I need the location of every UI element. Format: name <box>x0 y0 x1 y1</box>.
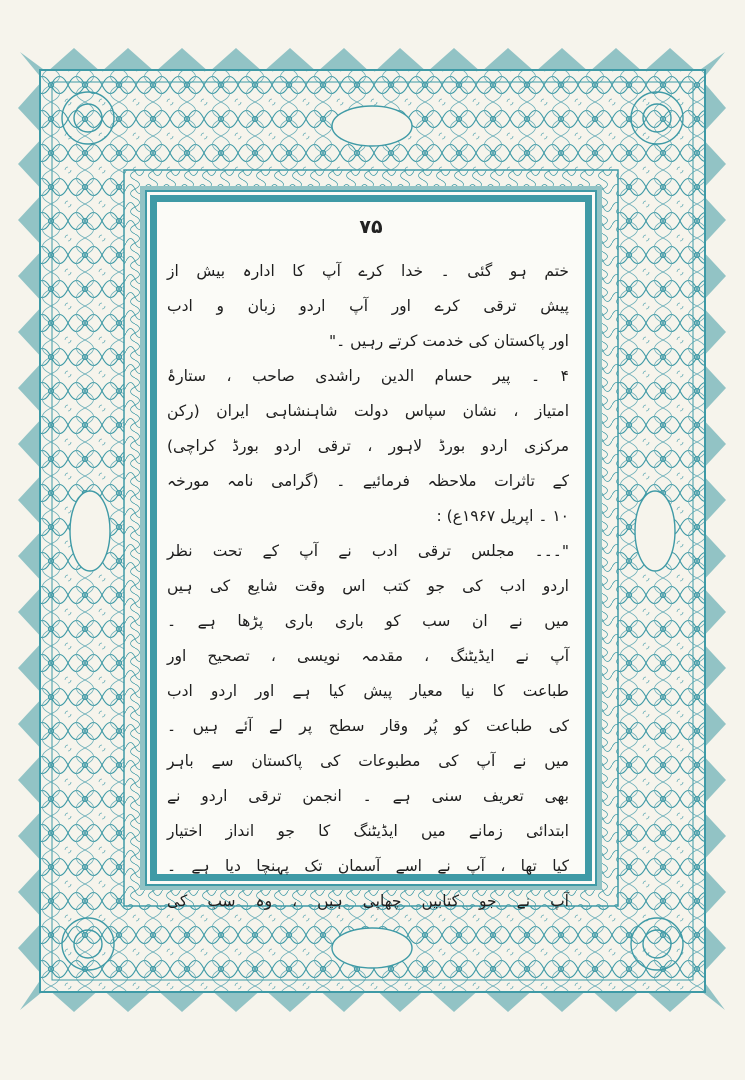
body-text <box>167 254 569 919</box>
text-line: اردو ادب کی جو کتب اس وقت شایع کی ہیں <box>167 577 569 595</box>
text-line: بھی تعریف سنی ہے ۔ انجمن ترقی اردو نے <box>167 787 569 805</box>
text-line: ۱۰ ۔ اپریل ۱۹۶۷ع) : <box>436 507 569 525</box>
text-line: طباعت کا نیا معیار پیش کیا ہے اور اردو ادب <box>167 682 569 700</box>
text-line: میں نے ان سب کو باری باری پڑھا ہے ۔ <box>167 612 569 630</box>
text-line: "۔۔۔ مجلس ترقی ادب نے آپ کے تحت نظر <box>167 542 569 560</box>
text-panel <box>150 195 592 910</box>
text-line: آپ نے ایڈیٹنگ ، مقدمہ نویسی ، تصحیح اور <box>167 647 569 665</box>
text-line: کی طباعت کو پُر وقار سطح پر لے آئے ہیں ۔ <box>167 717 569 735</box>
text-line: کے تاثرات ملاحظہ فرمائیے ۔ (گرامی نامہ مورخہ <box>167 472 569 490</box>
page-number: ۷۵ <box>359 216 383 238</box>
text-line: پیش ترقی کرے اور آپ اردو زبان و ادب <box>167 297 569 315</box>
text-line: مرکزی اردو بورڈ لاہور ، ترقی اردو بورڈ کراچی) <box>167 437 569 455</box>
text-line: کیا تھا ، آپ نے اسے آسمان تک پہنچا دیا ہے ۔ <box>167 857 569 875</box>
text-line: ۴ ۔ پیر حسام الدین راشدی صاحب ، ستارۂ <box>167 367 569 385</box>
text-line: میں نے آپ کی مطبوعات کی پاکستان سے باہر <box>167 752 569 770</box>
text-line: آپ نے جو کتابیں چھاپی ہیں ، وہ سب کی <box>167 892 569 910</box>
text-line: ختم ہو گئی ۔ خدا کرے آپ کا ادارہ بیش از <box>167 262 569 280</box>
text-line: امتیاز ، نشان سپاس دولت شاہنشاہی ایران (رکن <box>167 402 569 420</box>
text-line: ابتدائی زمانے میں ایڈیٹنگ کا جو انداز اختیار <box>167 822 569 840</box>
text-line: اور پاکستان کی خدمت کرتے رہیں ۔" <box>329 332 569 350</box>
